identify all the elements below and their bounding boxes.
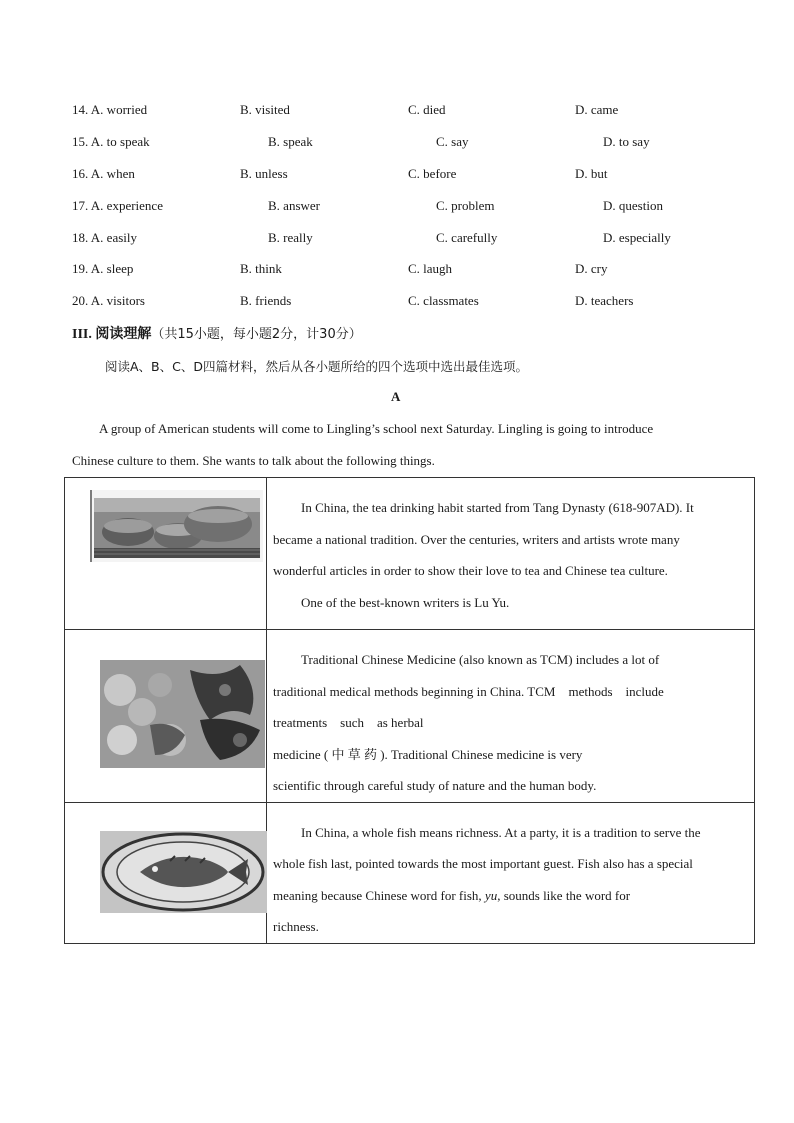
question-20-option-b: B. friends <box>240 293 292 308</box>
tcm-line: Traditional Chinese Medicine (also known as TCM) includes a lot of <box>301 652 660 667</box>
question-18-option-d: D. especially <box>603 230 671 245</box>
question-16-option-c: C. before <box>408 166 457 181</box>
question-16-option-b: B. unless <box>240 166 288 181</box>
culture-table <box>64 477 755 944</box>
tcm-line: medicine ( 中 草 药 ). Traditional Chinese medicine is very <box>273 746 583 762</box>
question-19-option-b: B. think <box>240 261 282 276</box>
fish-line: In China, a whole fish means richness. At a party, it is a tradition to serve the <box>301 824 701 840</box>
tcm-line: scientific through careful study of nature and the human body. <box>273 778 597 793</box>
question-17-option-b: B. answer <box>268 198 320 213</box>
question-18-option-b: B. really <box>268 230 313 245</box>
table-row-tcm <box>65 630 755 803</box>
tcm-text-cell <box>267 630 755 803</box>
question-19-option-c: C. laugh <box>408 261 453 276</box>
fish-line: meaning because Chinese word for fish, yu, sounds like the word for <box>273 887 631 903</box>
question-14-option-d: D. came <box>575 102 619 117</box>
tea-image-cell <box>65 478 267 630</box>
question-20-option-d: D. teachers <box>575 293 634 308</box>
table-row-fish <box>65 802 755 943</box>
question-15-option-d: D. to say <box>603 134 650 149</box>
question-14-option-a: 14. A. worried <box>72 102 148 117</box>
herbal-medicine-photo <box>100 660 265 768</box>
fish-line: whole fish last, pointed towards the most important guest. Fish also has a special <box>273 856 693 871</box>
fish-image-cell <box>65 802 267 943</box>
question-16-option-d: D. but <box>575 166 608 181</box>
tea-paragraph <box>267 478 754 618</box>
fish-text-cell <box>267 802 755 943</box>
question-19-option-a: 19. A. sleep <box>72 261 134 276</box>
question-15-option-c: C. say <box>436 134 469 149</box>
fish-paragraph <box>267 803 754 943</box>
section-title: 阅读理解 <box>95 326 152 342</box>
passage-label: A <box>391 389 401 404</box>
fish-line: richness. <box>273 919 319 934</box>
question-18-option-a: 18. A. easily <box>72 230 138 245</box>
tcm-paragraph <box>267 630 754 802</box>
question-17-option-a: 17. A. experience <box>72 198 163 213</box>
section-numeral: III. <box>72 327 92 342</box>
passage-intro-line-1: A group of American students will come to Lingling’s school next Saturday. Lingling is going to introduce <box>99 421 654 436</box>
tcm-line: treatments such as herbal <box>273 715 424 730</box>
tcm-line: traditional medical methods beginning in China. TCM methods include <box>273 683 664 699</box>
tea-line: One of the best-known writers is Lu Yu. <box>301 594 510 610</box>
tea-line: became a national tradition. Over the centuries, writers and artists wrote many <box>273 531 680 547</box>
section-heading <box>72 323 362 343</box>
tcm-image-cell <box>65 630 267 803</box>
tea-line: In China, the tea drinking habit started from Tang Dynasty (618-907AD). It <box>301 500 694 515</box>
question-19-option-d: D. cry <box>575 261 608 276</box>
fish-plate-photo <box>100 831 267 913</box>
question-20-option-c: C. classmates <box>408 293 479 308</box>
question-15-option-a: 15. A. to speak <box>72 134 150 149</box>
question-15-option-b: B. speak <box>268 134 313 149</box>
question-16-option-a: 16. A. when <box>72 166 135 181</box>
tea-line: wonderful articles in order to show their love to tea and Chinese tea culture. <box>273 563 668 578</box>
section-instruction: 阅读A、B、C、D四篇材料，然后从各小题所给的四个选项中选出最佳选项。 <box>105 359 528 374</box>
question-17-option-c: C. problem <box>436 198 495 213</box>
tea-text-cell <box>267 478 755 630</box>
tea-set-photo <box>90 490 263 562</box>
question-14-option-c: C. died <box>408 102 446 117</box>
fish-pinyin: yu <box>484 887 498 903</box>
question-20-option-a: 20. A. visitors <box>72 293 145 308</box>
passage-intro-line-2: Chinese culture to them. She wants to talk about the following things. <box>72 453 435 468</box>
section-note: （共15小题，每小题2分，计30分） <box>151 327 362 342</box>
table-row-tea <box>65 478 755 630</box>
question-17-option-d: D. question <box>603 198 663 213</box>
question-18-option-c: C. carefully <box>436 230 498 245</box>
question-14-option-b: B. visited <box>240 102 290 117</box>
